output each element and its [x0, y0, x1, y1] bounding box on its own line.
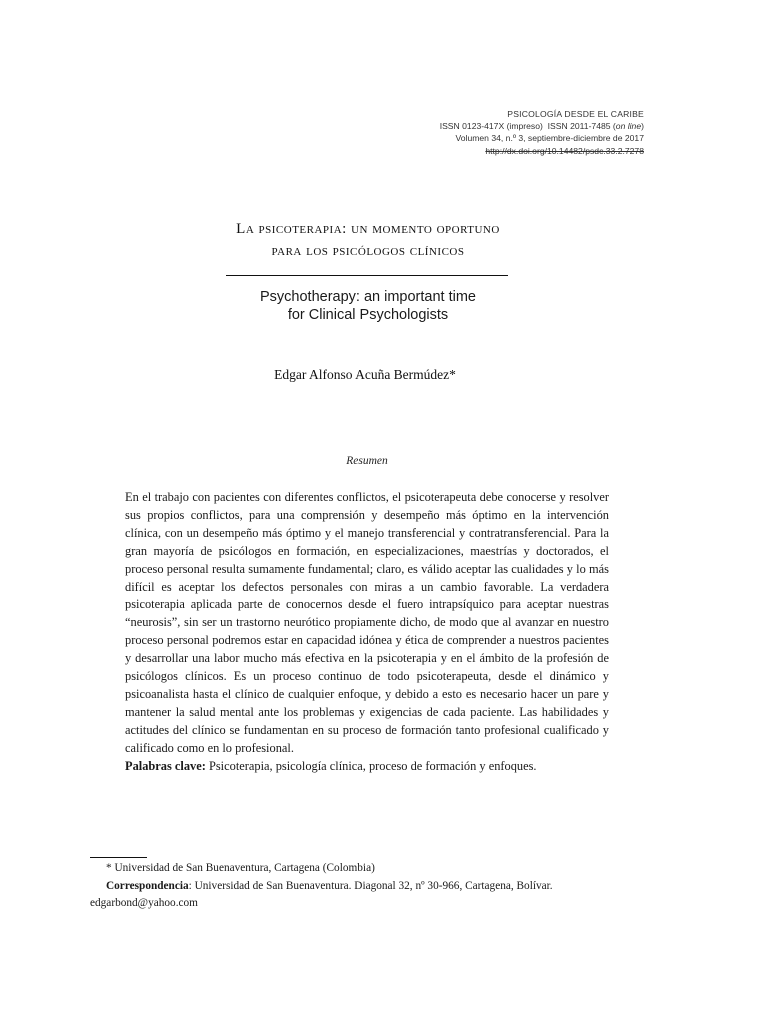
- footnotes: [90, 860, 636, 913]
- english-title-line-2: for Clinical Psychologists: [287, 307, 449, 323]
- footnote-affiliation: * Universidad de San Buenaventura, Cartagena (Colombia): [106, 862, 375, 874]
- abstract-text: En el trabajo con pacientes con diferentes conflictos, el psicoterapeuta debe conocerse y resolver sus propios conflictos, para una comprensión y desempeño más óptimo en la intervención clínica, con un desempeño más óptimo y el manejo transferencial y contratransferencial. Para la gran mayoría de psicólogos en formación, en especializaciones, maestrías y doctorados, el proceso personal resulta sumamente fundamental; claro, es válido aceptar las cualidades y lo más difícil es aceptar los defectos personales con miras a un cambio favorable. La verdadera psicoterapia aplicada parte de conocernos desde el fuero intrapsíquico para aceptar nuestras “neurosis”, sin ser un trastorno neurótico propiamente dicho, de modo que al avanzar en nuestro proceso personal podremos estar en capacidad idónea y ética de comprender a nuestros pacientes y desarrollar una labor mucho más efectiva en la psicoterapia y en el ámbito de la profesión de psicólogos clínicos. Es un proceso continuo de todo psicoterapeuta, desde el dinámico y psicoanalista hasta el clínico de cualquier enfoque, y debido a esto es necesario hacer un pare y mantener la salud mental ante los problemas y exigencias de cada paciente. Las habilidades y actitudes del clínico se fundamentan en su proceso de formación tanto profesional cualificado y calificado como en lo profesional.: [125, 490, 609, 755]
- abstract-heading: Resumen: [346, 455, 388, 467]
- issn-online-prefix: ISSN 2011-7485 (: [547, 121, 616, 132]
- journal-name: PSICOLOGÍA DESDE EL CARIBE: [507, 109, 644, 119]
- footnote-divider: [90, 857, 147, 858]
- article-title: [0, 218, 736, 262]
- issn-print: ISSN 0123-417X (impreso): [439, 121, 543, 132]
- english-title: [0, 288, 736, 324]
- issn-online-italic: on line: [615, 121, 642, 132]
- keywords: [125, 758, 609, 776]
- journal-volume: Volumen 34, n.º 3, septiembre-diciembre de 2017: [455, 133, 644, 144]
- keywords-list: Psicoterapia, psicología clínica, proceso de formación y enfoques.: [205, 758, 537, 773]
- author-name: Edgar Alfonso Acuña Bermúdez*: [274, 367, 456, 382]
- english-title-line-1: Psychotherapy: an important time: [260, 289, 476, 305]
- title-divider: [226, 275, 508, 276]
- correspondence-text: : Universidad de San Buenaventura. Diagonal 32, nº 30-966, Cartagena, Bolívar. edgarbond@yahoo.com: [90, 879, 553, 909]
- article-title-line-1: La psicoterapia: un momento oportuno: [236, 221, 500, 237]
- issn-online-suffix: ): [641, 121, 644, 132]
- journal-issn-line: [440, 120, 644, 132]
- journal-header: [440, 108, 644, 157]
- keywords-label: Palabras clave:: [125, 758, 206, 773]
- footnote-correspondence: [90, 878, 636, 913]
- article-title-line-2: para los psicólogos clínicos: [271, 243, 465, 259]
- doi-link[interactable]: http://dx.doi.org/10.14482/psdc.33.2.7278: [485, 145, 644, 156]
- abstract-body: [125, 489, 609, 776]
- correspondence-label: Correspondencia: [106, 879, 189, 892]
